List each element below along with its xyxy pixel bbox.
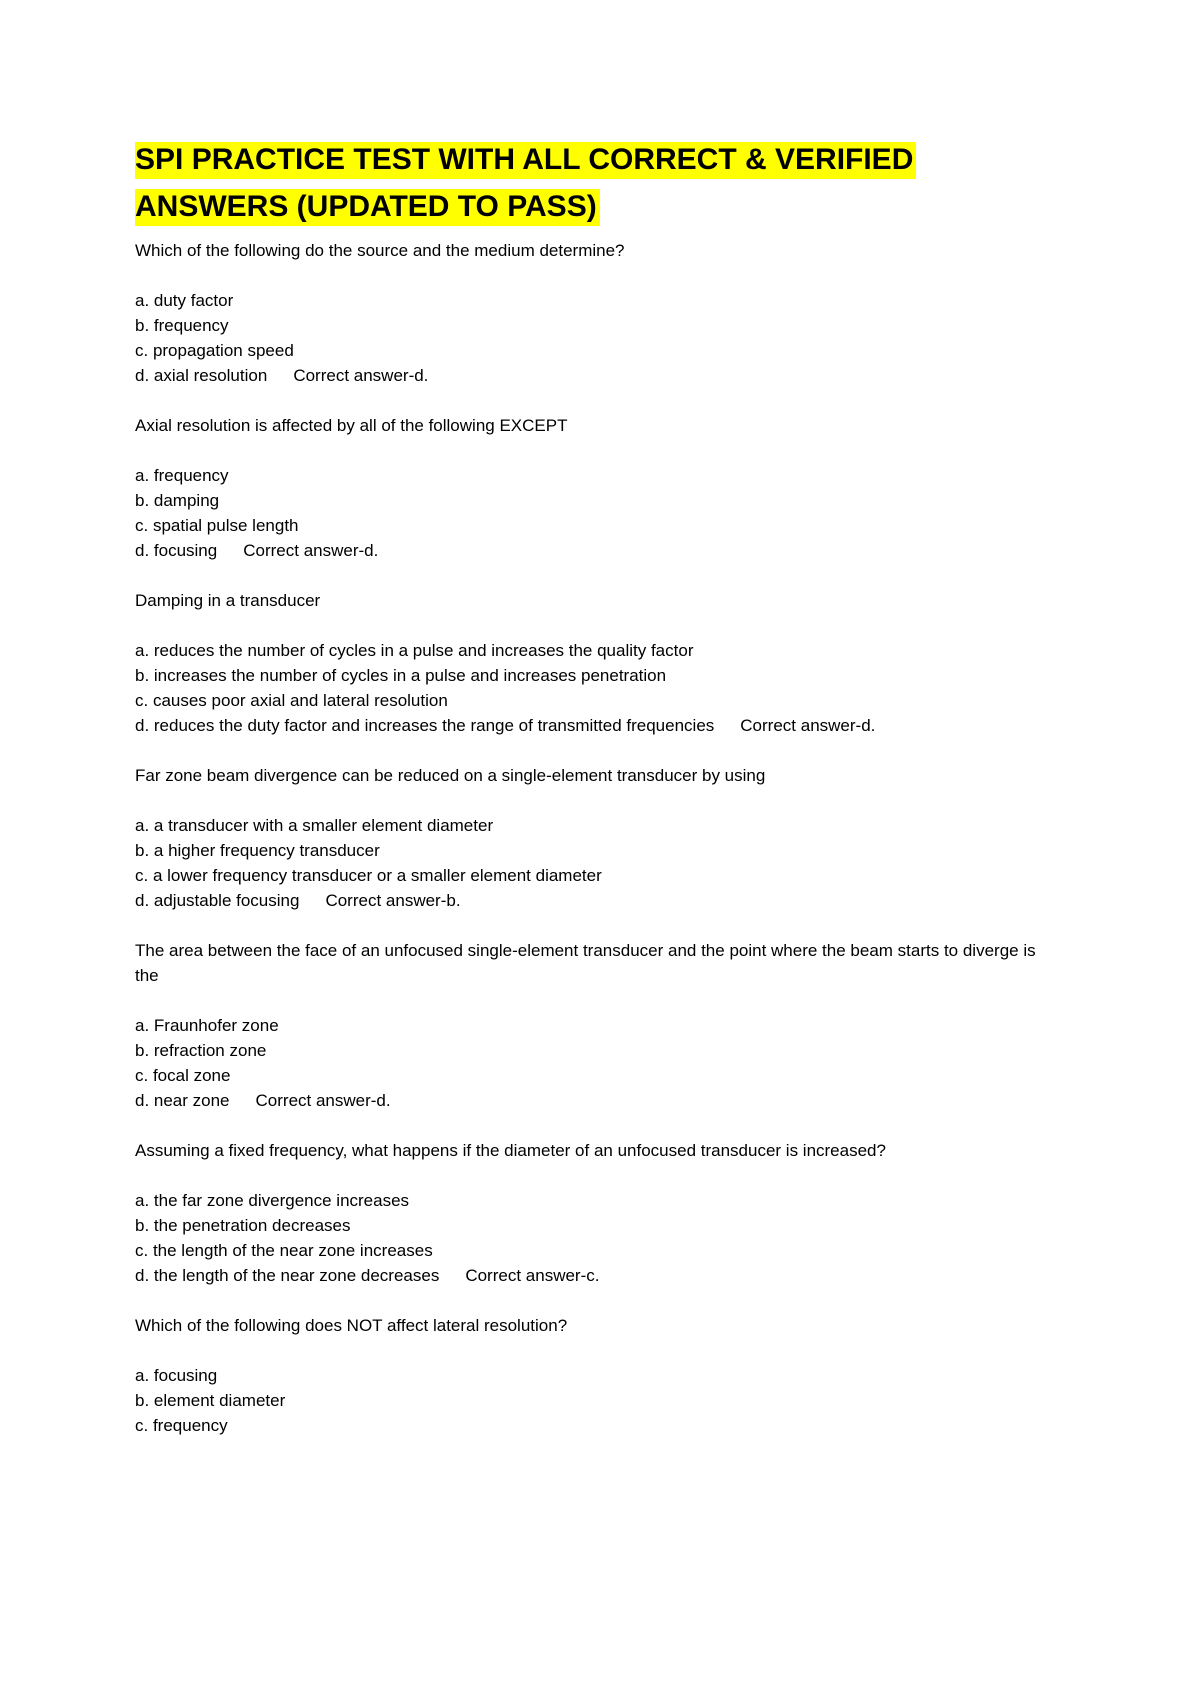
option-line (135, 638, 1061, 663)
option-text: c. spatial pulse length (135, 516, 299, 535)
option-text: a. focusing (135, 1366, 218, 1385)
option-text: b. element diameter (135, 1391, 286, 1410)
option-line (135, 513, 1061, 538)
option-text: c. causes poor axial and lateral resolution (135, 691, 448, 710)
document-title (135, 136, 1061, 230)
question-block (135, 763, 1061, 913)
option-text: a. frequency (135, 466, 229, 485)
option-line (135, 363, 1061, 388)
option-line (135, 1013, 1061, 1038)
option-line (135, 463, 1061, 488)
option-line (135, 888, 1061, 913)
options-list (135, 288, 1061, 388)
option-text: b. frequency (135, 316, 229, 335)
option-line (135, 838, 1061, 863)
option-line (135, 1363, 1061, 1388)
question-text: Damping in a transducer (135, 591, 321, 610)
option-line (135, 488, 1061, 513)
option-text: d. axial resolution (135, 366, 268, 385)
option-line (135, 538, 1061, 563)
option-line (135, 1088, 1061, 1113)
correct-answer: Correct answer-d. (740, 716, 876, 735)
option-text: c. a lower frequency transducer or a smaller element diameter (135, 866, 602, 885)
option-text: d. near zone (135, 1091, 230, 1110)
document-title-highlight: SPI PRACTICE TEST WITH ALL CORRECT & VERIFIED ANSWERS (UPDATED TO PASS) (135, 142, 916, 226)
options-list (135, 1363, 1061, 1438)
option-text: d. focusing (135, 541, 218, 560)
options-list (135, 638, 1061, 738)
option-line (135, 1038, 1061, 1063)
option-line (135, 288, 1061, 313)
option-text: a. a transducer with a smaller element diameter (135, 816, 494, 835)
option-text: a. reduces the number of cycles in a pulse and increases the quality factor (135, 641, 694, 660)
option-text: a. the far zone divergence increases (135, 1191, 410, 1210)
question-block (135, 238, 1061, 388)
option-text: b. increases the number of cycles in a pulse and increases penetration (135, 666, 667, 685)
option-text: c. propagation speed (135, 341, 294, 360)
option-text: b. the penetration decreases (135, 1216, 351, 1235)
question-block (135, 938, 1061, 1113)
question-text: Axial resolution is affected by all of the following EXCEPT (135, 416, 568, 435)
option-line (135, 1063, 1061, 1088)
options-list (135, 813, 1061, 913)
option-line (135, 1188, 1061, 1213)
option-line (135, 813, 1061, 838)
correct-answer: Correct answer-b. (325, 891, 461, 910)
option-text: b. refraction zone (135, 1041, 267, 1060)
option-line (135, 713, 1061, 738)
option-text: b. a higher frequency transducer (135, 841, 380, 860)
correct-answer: Correct answer-d. (243, 541, 379, 560)
correct-answer: Correct answer-d. (293, 366, 429, 385)
option-text: c. frequency (135, 1416, 228, 1435)
option-line (135, 313, 1061, 338)
question-block (135, 1313, 1061, 1438)
options-list (135, 463, 1061, 563)
correct-answer: Correct answer-c. (465, 1266, 600, 1285)
option-text: b. damping (135, 491, 220, 510)
option-line (135, 1238, 1061, 1263)
question-text: The area between the face of an unfocused single-element transducer and the point where the beam starts to diverge is the (135, 941, 1036, 985)
question-text: Far zone beam divergence can be reduced on a single-element transducer by using (135, 766, 766, 785)
question-block (135, 1138, 1061, 1288)
option-text: d. reduces the duty factor and increases the range of transmitted frequencies (135, 716, 715, 735)
option-line (135, 863, 1061, 888)
question-text: Which of the following do the source and the medium determine? (135, 241, 625, 260)
questions-container (135, 238, 1061, 1438)
option-line (135, 338, 1061, 363)
option-line (135, 1263, 1061, 1288)
correct-answer: Correct answer-d. (255, 1091, 391, 1110)
option-text: d. adjustable focusing (135, 891, 300, 910)
options-list (135, 1188, 1061, 1288)
option-text: a. duty factor (135, 291, 234, 310)
option-text: c. focal zone (135, 1066, 231, 1085)
option-line (135, 1213, 1061, 1238)
question-text: Which of the following does NOT affect lateral resolution? (135, 1316, 568, 1335)
option-line (135, 688, 1061, 713)
question-block (135, 588, 1061, 738)
option-line (135, 1388, 1061, 1413)
option-text: c. the length of the near zone increases (135, 1241, 433, 1260)
option-line (135, 663, 1061, 688)
question-block (135, 413, 1061, 563)
option-text: a. Fraunhofer zone (135, 1016, 279, 1035)
question-text: Assuming a fixed frequency, what happens if the diameter of an unfocused transducer is increased? (135, 1141, 886, 1160)
options-list (135, 1013, 1061, 1113)
option-text: d. the length of the near zone decreases (135, 1266, 440, 1285)
option-line (135, 1413, 1061, 1438)
